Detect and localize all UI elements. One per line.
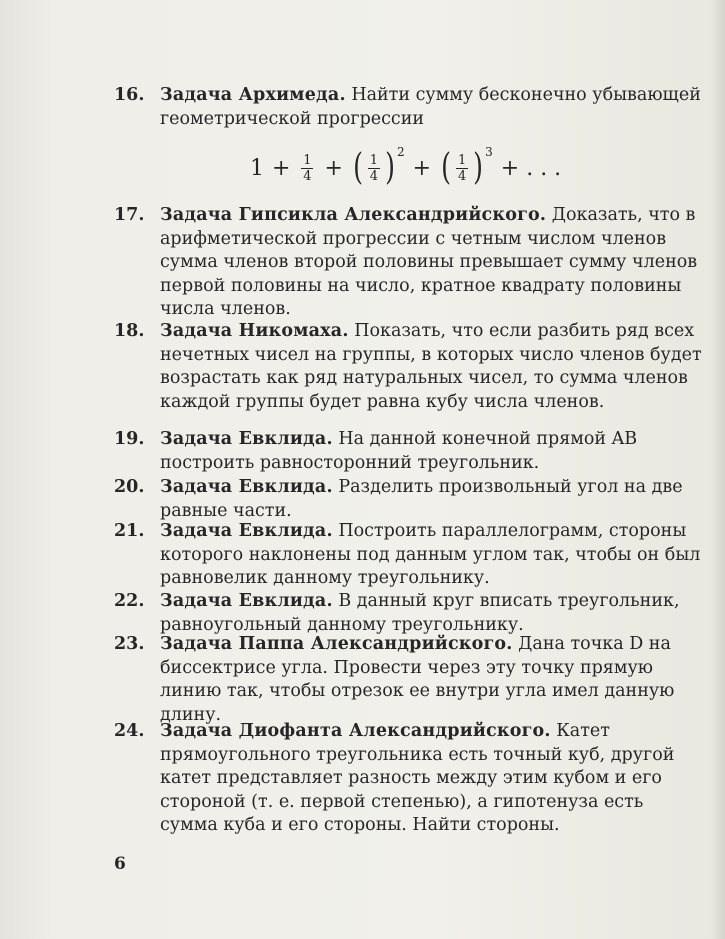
problem-title: Задача Евклида. bbox=[160, 477, 333, 497]
problem-19 bbox=[114, 428, 704, 475]
problem-title: Задача Евклида. bbox=[160, 521, 333, 541]
problem-text: Найти сумму бесконечно убывающей геометрической прогрессии bbox=[160, 85, 701, 129]
problem-text: В данный круг вписать треугольник, равноугольный данному треугольнику. bbox=[160, 591, 680, 635]
formula-plus: + bbox=[412, 155, 432, 181]
formula-fraction bbox=[368, 153, 380, 184]
formula-plus: + bbox=[324, 155, 343, 181]
problem-17 bbox=[114, 204, 704, 322]
problem-22 bbox=[114, 590, 704, 637]
formula-fraction bbox=[456, 153, 468, 184]
problem-text: Катет прямоугольного треугольника есть точный куб, другой катет представляет разность между этим кубом и его стороной (т. е. первой степенью), а гипотенуза есть сумма куба и его стороны. Найти стороны. bbox=[160, 721, 675, 835]
fraction-denominator: 4 bbox=[457, 168, 467, 184]
problem-title: Задача Гипсикла Александрийского. bbox=[160, 205, 547, 225]
problem-24 bbox=[114, 720, 704, 838]
problem-title: Задача Паппа Александрийского. bbox=[160, 634, 513, 654]
formula-rparen: ) bbox=[473, 147, 484, 188]
problem-23 bbox=[114, 633, 704, 727]
problem-title: Задача Диофанта Александрийского. bbox=[160, 721, 551, 741]
geometric-series-formula bbox=[250, 143, 569, 193]
formula-fraction bbox=[301, 153, 313, 184]
formula-term-1: 1 bbox=[250, 155, 264, 181]
formula-lparen: ( bbox=[441, 147, 451, 188]
problem-text: Показать, что если разбить ряд всех нечетных чисел на группы, в которых число членов будет возрастать как ряд натуральных чисел, то сумма членов каждой группы будет равна кубу числа членов. bbox=[160, 321, 702, 412]
problem-title: Задача Евклида. bbox=[160, 429, 333, 449]
fraction-numerator: 1 bbox=[303, 152, 312, 168]
problem-16 bbox=[114, 84, 704, 131]
problem-number: 19. bbox=[114, 429, 145, 449]
problem-title: Задача Никомаха. bbox=[160, 321, 349, 341]
fraction-denominator: 4 bbox=[303, 168, 312, 184]
problem-text: Построить параллелограмм, стороны которого наклонены под данным углом так, чтобы он был равновелик данному треугольнику. bbox=[160, 521, 701, 588]
page-edge-shadow bbox=[711, 0, 725, 939]
formula-lparen: ( bbox=[352, 147, 363, 188]
problem-number: 20. bbox=[114, 477, 145, 497]
problem-20 bbox=[114, 476, 704, 523]
problem-title: Задача Евклида. bbox=[160, 591, 333, 611]
page-number: 6 bbox=[114, 854, 126, 874]
fraction-denominator: 4 bbox=[369, 168, 379, 184]
formula-exponent: 2 bbox=[396, 145, 405, 159]
problem-number: 24. bbox=[114, 721, 145, 741]
formula-rparen: ) bbox=[385, 147, 395, 188]
problem-text: Дана точка D на биссектрисе угла. Провести через эту точку прямую линию так, чтобы отрезок ее внутри угла имел данную длину. bbox=[160, 634, 675, 725]
problem-text: Разделить произвольный угол на две равные части. bbox=[160, 477, 683, 521]
formula-ellipsis: + . . . bbox=[500, 155, 562, 181]
problem-number: 22. bbox=[114, 591, 145, 611]
formula-exponent: 3 bbox=[485, 145, 493, 159]
problem-number: 16. bbox=[114, 85, 145, 105]
formula-plus: + bbox=[272, 155, 291, 181]
problem-number: 18. bbox=[114, 321, 145, 341]
fraction-numerator: 1 bbox=[457, 152, 467, 168]
problem-18 bbox=[114, 320, 704, 414]
problem-number: 23. bbox=[114, 634, 145, 654]
problem-text: На данной конечной прямой AB построить равносторонний треугольник. bbox=[160, 429, 638, 473]
fraction-numerator: 1 bbox=[369, 152, 379, 168]
problem-number: 21. bbox=[114, 521, 145, 541]
problem-number: 17. bbox=[114, 205, 145, 225]
problem-21 bbox=[114, 520, 704, 591]
problem-text: Доказать, что в арифметической прогрессии с четным числом членов сумма членов второй половины превышает сумму членов первой половины на число, кратное квадрату половины числа членов. bbox=[160, 205, 698, 319]
problem-title: Задача Архимеда. bbox=[160, 85, 346, 105]
